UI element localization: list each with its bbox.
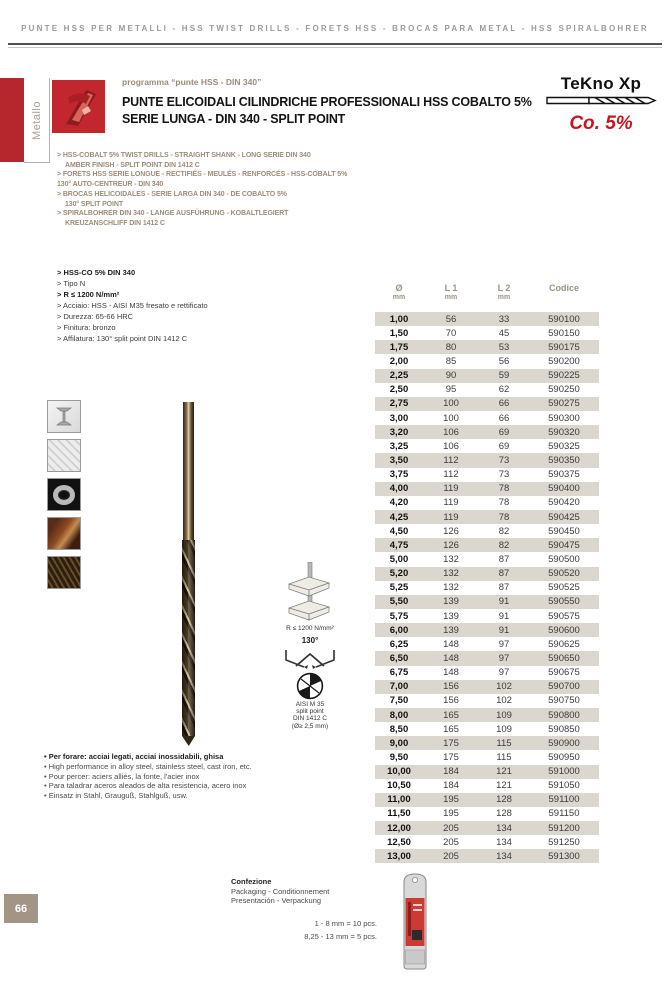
table-row [375, 425, 599, 439]
l1-cell: 156 [443, 695, 459, 707]
spec-list [57, 267, 377, 344]
table-row [375, 807, 599, 821]
code-cell: 590150 [548, 327, 580, 339]
l1-cell: 119 [443, 483, 459, 495]
table-row [375, 821, 599, 835]
code-cell: 591300 [548, 850, 580, 862]
description-line: KREUZANSCHLIFF DIN 1412 C [65, 219, 165, 227]
spec-line: > HSS-CO 5% DIN 340 [57, 268, 136, 277]
table-row [375, 651, 599, 665]
page-title-line2: SERIE LUNGA - DIN 340 - SPLIT POINT [122, 112, 346, 126]
spec-line: > R ≤ 1200 N/mm² [57, 290, 120, 299]
drill-tip [182, 736, 195, 746]
code-cell: 590600 [548, 624, 580, 636]
code-cell: 590225 [548, 370, 580, 382]
table-row [375, 340, 599, 354]
l2-cell: 56 [498, 355, 510, 367]
l2-cell: 45 [498, 327, 510, 339]
l1-cell: 195 [443, 794, 459, 806]
l2-cell: 82 [498, 539, 510, 551]
split-caption-line: DIN 1412 C [293, 715, 327, 723]
description-line: AMBER FINISH - SPLIT POINT DIN 1412 C [65, 161, 200, 169]
code-cell: 590500 [548, 553, 580, 565]
l2-cell: 66 [498, 398, 510, 410]
drill-logo-icon [52, 80, 105, 133]
l1-cell: 148 [443, 667, 459, 679]
code-cell: 590800 [548, 709, 580, 721]
table-row [375, 835, 599, 849]
diameter-cell: 9,00 [389, 737, 409, 749]
table-row [375, 637, 599, 651]
l2-cell: 109 [496, 723, 512, 735]
column-header-label: Ø [395, 283, 403, 293]
tekno-drill-icon [545, 94, 657, 107]
l2-cell: 121 [496, 780, 512, 792]
code-cell: 591200 [548, 822, 580, 834]
packaging-block [231, 877, 329, 906]
l2-cell: 73 [498, 469, 510, 481]
l2-cell: 97 [498, 667, 510, 679]
code-cell: 590425 [548, 511, 580, 523]
diameter-cell: 2,00 [389, 355, 409, 367]
code-cell: 590750 [548, 695, 580, 707]
table-row [375, 765, 599, 779]
l1-cell: 205 [443, 836, 459, 848]
code-cell: 591100 [548, 794, 580, 806]
diameter-cell: 2,75 [389, 398, 409, 410]
table-row [375, 779, 599, 793]
l1-cell: 106 [443, 440, 459, 452]
size-table-header [375, 283, 599, 310]
l1-cell: 175 [443, 737, 459, 749]
code-cell: 590450 [548, 525, 580, 537]
table-row [375, 354, 599, 368]
program-line: programma “punte HSS - DIN 340” [122, 77, 262, 87]
column-header [479, 283, 529, 310]
diameter-cell: 9,50 [389, 751, 409, 763]
mesh-icon [47, 556, 81, 589]
applications-list [44, 752, 374, 801]
diameter-cell: 8,50 [389, 723, 409, 735]
table-row [375, 567, 599, 581]
diameter-cell: 7,00 [389, 681, 409, 693]
split-caption-line: split point [296, 708, 324, 716]
l2-cell: 73 [498, 454, 510, 466]
spec-line: > Durezza: 65-66 HRC [57, 312, 134, 321]
column-header-unit: mm [444, 294, 458, 301]
diameter-cell: 3,25 [389, 440, 409, 452]
l1-cell: 165 [443, 723, 459, 735]
table-row [375, 397, 599, 411]
l2-cell: 66 [498, 412, 510, 424]
l1-cell: 148 [443, 652, 459, 664]
description-list [57, 151, 377, 229]
l1-cell: 119 [443, 511, 459, 523]
diameter-cell: 1,75 [389, 341, 409, 353]
code-cell: 590520 [548, 568, 580, 580]
diameter-cell: 4,50 [389, 525, 409, 537]
packaging-quantity-line: 1 - 8 mm = 10 pcs. [314, 919, 377, 928]
description-line: 130° SPLIT POINT [65, 200, 123, 208]
l1-cell: 139 [443, 624, 459, 636]
table-row [375, 383, 599, 397]
diameter-cell: 5,25 [389, 582, 409, 594]
table-row [375, 609, 599, 623]
table-row [375, 538, 599, 552]
spec-line: > Tipo N [57, 279, 86, 288]
diameter-cell: 4,00 [389, 483, 409, 495]
diameter-cell: 12,00 [387, 822, 411, 834]
split-point-caption [263, 701, 357, 730]
table-row [375, 312, 599, 326]
description-line: > FORETS HSS SERIE LONGUE - RECTIFIÉS - MEULÉS - RENFORCÉS - HSS-COBALT 5% [57, 171, 348, 179]
code-cell: 590200 [548, 355, 580, 367]
code-cell: 591250 [548, 836, 580, 848]
packaging-quantities [231, 918, 377, 943]
tekno-cobalt-label: Co. 5% [569, 113, 633, 134]
split-caption-line: (Ø≥ 2,5 mm) [291, 722, 329, 730]
spec-line: > Affilatura: 130° split point DIN 1412 C [57, 334, 188, 343]
diameter-cell: 12,50 [387, 836, 411, 848]
code-cell: 590575 [548, 610, 580, 622]
description-line: > BROCAS HELICOIDALES - SERIE LARGA DIN 340 - DE COBALTO 5% [57, 190, 287, 198]
application-line: • Pour percer: aciers alliés, la fonte, l'acier inox [44, 771, 200, 781]
l1-cell: 139 [443, 596, 459, 608]
application-line: • Para taladrar aceros aleados de alta resistencia, acero inox [44, 781, 247, 791]
l1-cell: 132 [443, 568, 459, 580]
l2-cell: 134 [496, 850, 512, 862]
column-header-unit: mm [497, 294, 511, 301]
l1-cell: 195 [443, 808, 459, 820]
l2-cell: 102 [496, 695, 512, 707]
table-row [375, 439, 599, 453]
size-table-body [375, 312, 599, 863]
code-cell: 590420 [548, 497, 580, 509]
diameter-cell: 11,00 [387, 794, 411, 806]
l1-cell: 112 [443, 454, 459, 466]
l1-cell: 106 [443, 426, 459, 438]
diameter-cell: 5,20 [389, 568, 409, 580]
category-tab-label: Metallo [30, 100, 43, 140]
page-title-line1: PUNTE ELICOIDALI CILINDRICHE PROFESSIONALI HSS COBALTO 5% [122, 95, 532, 109]
packaging-quantity-line: 8,25 - 13 mm = 5 pcs. [304, 931, 377, 941]
diameter-cell: 3,20 [389, 426, 409, 438]
diameter-cell: 11,50 [387, 808, 411, 820]
application-line: • High performance in alloy steel, stainless steel, cast iron, etc. [44, 761, 252, 771]
code-cell: 590675 [548, 667, 580, 679]
l1-cell: 56 [445, 313, 457, 325]
application-line: • Per forare: acciai legati, acciai inossidabili, ghisa [44, 752, 224, 761]
code-cell: 590350 [548, 454, 580, 466]
l1-cell: 119 [443, 497, 459, 509]
package-tube-image [391, 872, 439, 972]
ibeam-icon [47, 400, 81, 433]
l1-cell: 132 [443, 582, 459, 594]
code-cell: 590550 [548, 596, 580, 608]
l1-cell: 112 [443, 469, 459, 481]
l1-cell: 100 [443, 398, 459, 410]
l2-cell: 91 [498, 610, 510, 622]
code-cell: 590700 [548, 681, 580, 693]
l1-cell: 100 [443, 412, 459, 424]
l1-cell: 205 [443, 850, 459, 862]
code-cell: 590525 [548, 582, 580, 594]
diameter-cell: 2,25 [389, 370, 409, 382]
description-line: > HSS-COBALT 5% TWIST DRILLS - STRAIGHT SHANK - LONG SERIE DIN 340 [57, 152, 311, 159]
l1-cell: 184 [443, 780, 459, 792]
code-cell: 591000 [548, 766, 580, 778]
l2-cell: 102 [496, 681, 512, 693]
packaging-subtitle-2: Presentación - Verpackung [231, 896, 322, 905]
l1-cell: 148 [443, 638, 459, 650]
table-row [375, 849, 599, 863]
diameter-cell: 4,20 [389, 497, 409, 509]
diameter-cell: 6,00 [389, 624, 409, 636]
l2-cell: 109 [496, 709, 512, 721]
column-header-label: L 1 [444, 283, 458, 293]
l2-cell: 69 [498, 440, 510, 452]
l1-cell: 126 [443, 539, 459, 551]
l1-cell: 80 [445, 341, 457, 353]
sheetmetal-icon [47, 517, 81, 550]
diameter-cell: 3,75 [389, 469, 409, 481]
category-red-bar [0, 78, 24, 162]
code-cell: 590100 [548, 313, 580, 325]
l2-cell: 91 [498, 596, 510, 608]
l2-cell: 59 [498, 370, 510, 382]
code-cell: 590400 [548, 483, 580, 495]
code-cell: 590650 [548, 652, 580, 664]
l1-cell: 184 [443, 766, 459, 778]
table-row [375, 750, 599, 764]
l2-cell: 128 [496, 794, 512, 806]
diameter-cell: 7,50 [389, 695, 409, 707]
hardness-caption: R ≤ 1200 N/mm² [286, 625, 334, 632]
table-row [375, 453, 599, 467]
page-number-badge: 66 [4, 894, 38, 923]
l2-cell: 97 [498, 652, 510, 664]
diameter-cell: 5,00 [389, 553, 409, 565]
code-cell: 590900 [548, 737, 580, 749]
table-row [375, 623, 599, 637]
l2-cell: 87 [498, 568, 510, 580]
l1-cell: 90 [445, 370, 457, 382]
code-cell: 590475 [548, 539, 580, 551]
l2-cell: 128 [496, 808, 512, 820]
packaging-title: Confezione [231, 877, 272, 886]
hardness-test-icon [283, 562, 337, 622]
diameter-cell: 3,50 [389, 454, 409, 466]
table-row [375, 510, 599, 524]
l2-cell: 82 [498, 525, 510, 537]
l1-cell: 70 [445, 327, 457, 339]
l2-cell: 97 [498, 638, 510, 650]
table-row [375, 496, 599, 510]
diameter-cell: 13,00 [387, 850, 411, 862]
table-row [375, 708, 599, 722]
l2-cell: 33 [498, 313, 510, 325]
table-row [375, 722, 599, 736]
column-header [423, 283, 479, 310]
code-cell: 590175 [548, 341, 580, 353]
spec-line: > Acciaio: HSS - AISI M35 fresato e rettificato [57, 301, 208, 310]
table-row [375, 411, 599, 425]
table-row [375, 482, 599, 496]
diameter-cell: 10,50 [387, 780, 411, 792]
diameter-cell: 10,00 [387, 766, 411, 778]
l1-cell: 85 [445, 355, 457, 367]
code-cell: 590275 [548, 398, 580, 410]
l2-cell: 115 [496, 737, 512, 749]
diameter-cell: 5,50 [389, 596, 409, 608]
l1-cell: 139 [443, 610, 459, 622]
packaging-subtitle-1: Packaging - Conditionnement [231, 886, 330, 896]
code-cell: 590850 [548, 723, 580, 735]
l1-cell: 132 [443, 553, 459, 565]
column-header [375, 283, 423, 310]
point-angle-label: 130° [301, 636, 319, 645]
description-line: 130° AUTO-CENTREUR - DIN 340 [57, 181, 164, 189]
table-row [375, 666, 599, 680]
code-cell: 590375 [548, 469, 580, 481]
l2-cell: 91 [498, 624, 510, 636]
code-cell: 590325 [548, 440, 580, 452]
point-angle-icon [282, 646, 338, 670]
code-cell: 590950 [548, 751, 580, 763]
header-rule [8, 43, 662, 48]
code-cell: 591050 [548, 780, 580, 792]
diameter-cell: 8,00 [389, 709, 409, 721]
diameter-cell: 2,50 [389, 384, 409, 396]
split-caption-line: AISI M 35 [295, 701, 325, 708]
l1-cell: 95 [445, 384, 457, 396]
tekno-brand-block [540, 74, 662, 135]
diameter-cell: 6,50 [389, 652, 409, 664]
l2-cell: 121 [496, 766, 512, 778]
column-header-label: L 2 [497, 283, 511, 293]
drill-shank [183, 402, 194, 540]
l2-cell: 62 [498, 384, 510, 396]
l2-cell: 78 [498, 497, 510, 509]
l1-cell: 156 [443, 681, 459, 693]
l2-cell: 115 [496, 751, 512, 763]
table-row [375, 326, 599, 340]
column-header-unit: mm [392, 294, 406, 301]
l2-cell: 87 [498, 582, 510, 594]
split-point-icon [296, 672, 324, 700]
l2-cell: 134 [496, 836, 512, 848]
code-cell: 590625 [548, 638, 580, 650]
table-row [375, 694, 599, 708]
page-header-strip: PUNTE HSS PER METALLI - HSS TWIST DRILLS - FORETS HSS - BROCAS PARA METAL - HSS SPIRALBOHRER [21, 24, 649, 33]
application-line: • Einsatz in Stahl, Grauguß, Stahlguß, usw. [44, 791, 188, 801]
description-line: > SPIRALBOHRER DIN 340 - LANGE AUSFÜHRUNG - KOBALTLEGIERT [57, 210, 289, 218]
diameter-cell: 6,75 [389, 667, 409, 679]
table-row [375, 595, 599, 609]
diameter-cell: 4,25 [389, 511, 409, 523]
diameter-cell: 4,75 [389, 539, 409, 551]
drill-bit-image [181, 402, 196, 746]
diameter-cell: 3,00 [389, 412, 409, 424]
code-cell: 590320 [548, 426, 580, 438]
l2-cell: 53 [498, 341, 510, 353]
tekno-brand-name: TeKno Xp [560, 74, 642, 93]
diameter-cell: 5,75 [389, 610, 409, 622]
table-row [375, 793, 599, 807]
column-header-label: Codice [548, 283, 579, 293]
l2-cell: 78 [498, 483, 510, 495]
table-row [375, 552, 599, 566]
table-row [375, 581, 599, 595]
table-row [375, 468, 599, 482]
table-row [375, 736, 599, 750]
diameter-cell: 6,25 [389, 638, 409, 650]
l2-cell: 78 [498, 511, 510, 523]
l2-cell: 134 [496, 822, 512, 834]
size-table [375, 283, 599, 863]
table-row [375, 680, 599, 694]
l1-cell: 205 [443, 822, 459, 834]
brand-logo [52, 80, 105, 133]
l1-cell: 126 [443, 525, 459, 537]
checkerplate-icon [47, 439, 81, 472]
category-tab [24, 78, 50, 163]
l1-cell: 165 [443, 709, 459, 721]
diameter-cell: 1,50 [389, 327, 409, 339]
table-row [375, 369, 599, 383]
code-cell: 590300 [548, 412, 580, 424]
l2-cell: 87 [498, 553, 510, 565]
spec-line: > Finitura: bronzo [57, 323, 116, 332]
pipe-icon [47, 478, 81, 511]
code-cell: 590250 [548, 384, 580, 396]
l2-cell: 69 [498, 426, 510, 438]
table-row [375, 524, 599, 538]
column-header [529, 283, 599, 310]
drill-flutes [182, 540, 195, 736]
code-cell: 591150 [548, 808, 580, 820]
diameter-cell: 1,00 [389, 313, 409, 325]
l1-cell: 175 [443, 751, 459, 763]
